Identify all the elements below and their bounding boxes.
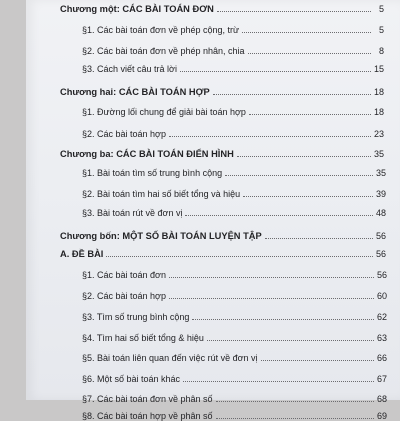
dot-leader	[180, 71, 371, 72]
toc-entry-title: §1. Các bài toán đơn về phép cộng, trừ	[82, 25, 240, 35]
chapter-title: CÁC BÀI TOÁN HỢP	[118, 87, 210, 97]
toc-section	[26, 38, 400, 56]
toc-section	[26, 160, 400, 178]
toc-section	[26, 181, 400, 199]
toc-entry-title: §2. Các bài toán hợp	[82, 129, 166, 139]
dot-leader	[249, 114, 371, 115]
toc-section	[26, 386, 400, 404]
toc-entry-title	[60, 87, 210, 97]
toc-section	[26, 262, 400, 280]
page-number: 23	[373, 129, 384, 139]
page-number: 63	[376, 333, 387, 343]
dot-leader	[216, 401, 374, 402]
dot-leader	[242, 32, 371, 33]
book-page	[26, 0, 400, 421]
chapter-label: Chương ba:	[60, 149, 114, 159]
toc-entry-title: §2. Các bài toán đơn về phép nhân, chia	[82, 46, 245, 56]
dot-leader	[248, 53, 371, 54]
dot-leader	[261, 360, 374, 361]
toc-chapter-1	[26, 0, 400, 14]
page-number: 39	[375, 189, 386, 199]
page-number: 8	[378, 46, 384, 56]
dot-leader	[243, 196, 373, 197]
chapter-title: MỘT SỐ BÀI TOÁN LUYỆN TẬP	[122, 231, 262, 241]
page-number: 5	[378, 4, 384, 14]
toc-entry-title: §2. Các bài toán hợp	[82, 291, 166, 301]
toc-entry-title: §1. Các bài toán đơn	[82, 270, 166, 280]
toc-entry-title: §2. Bài toán tìm hai số biết tổng và hiệu	[82, 189, 241, 199]
toc-section	[26, 403, 400, 421]
dot-leader	[265, 238, 373, 239]
dot-leader	[213, 94, 371, 95]
toc-entry-title: §7. Các bài toán đơn về phân số	[82, 394, 213, 404]
toc-section	[26, 345, 400, 363]
toc-section	[26, 366, 400, 384]
part-label: A. ĐỀ BÀI	[60, 249, 104, 259]
toc-entry-title: §3. Bài toán rút về đơn vị	[82, 208, 183, 218]
toc-entry-title	[60, 149, 234, 159]
dot-leader	[237, 156, 371, 157]
dot-leader	[225, 175, 373, 176]
chapter-label: Chương hai:	[60, 87, 117, 97]
page-number: 18	[373, 87, 384, 97]
page-number: 66	[376, 353, 387, 363]
toc-entry-title	[60, 231, 262, 241]
dot-leader	[207, 340, 374, 341]
page-number: 35	[373, 149, 384, 159]
dot-leader	[106, 256, 373, 257]
toc-entry-title	[60, 249, 103, 259]
page-number: 62	[376, 312, 387, 322]
toc-entry-title: §8. Các bài toán hợp về phân số	[82, 411, 213, 421]
dot-leader	[169, 136, 371, 137]
chapter-title: CÁC BÀI TOÁN ĐƠN	[122, 4, 214, 14]
chapter-title: CÁC BÀI TOÁN ĐIỂN HÌNH	[116, 149, 234, 159]
toc-entry-title: §4. Tìm hai số biết tổng & hiệu	[82, 333, 204, 343]
page-number: 69	[376, 411, 387, 421]
page-number: 35	[375, 168, 386, 178]
page-number: 60	[376, 291, 387, 301]
toc-section	[26, 99, 400, 117]
toc-part-a	[26, 241, 400, 259]
dot-leader	[169, 277, 374, 278]
toc-chapter-4	[26, 223, 400, 241]
page-number: 15	[373, 64, 384, 74]
toc-entry-title: §3. Tìm số trung bình cộng	[82, 312, 190, 322]
toc-section	[26, 121, 400, 139]
dot-leader	[217, 11, 371, 12]
toc-entry-title: §6. Một số bài toán khác	[82, 374, 181, 384]
page-number: 68	[376, 394, 387, 404]
toc-section	[26, 17, 400, 35]
toc-entry-title: §1. Bài toán tìm số trung bình cộng	[82, 168, 223, 178]
chapter-label: Chương một:	[60, 4, 120, 14]
dot-leader	[183, 381, 374, 382]
dot-leader	[216, 418, 374, 419]
dot-leader	[192, 319, 374, 320]
page-number: 56	[376, 270, 387, 280]
page-number: 56	[375, 231, 386, 241]
page-number: 5	[378, 25, 384, 35]
toc-chapter-2	[26, 79, 400, 97]
table-of-contents	[26, 0, 400, 421]
toc-entry-title: §5. Bài toán liên quan đến việc rút về đơn vị	[82, 353, 258, 363]
toc-chapter-3	[26, 141, 400, 159]
toc-section	[26, 283, 400, 301]
page-number: 18	[373, 107, 384, 117]
page-number: 56	[375, 249, 386, 259]
chapter-label: Chương bốn:	[60, 231, 120, 241]
dot-leader	[185, 215, 373, 216]
toc-entry-title: §3. Cách viết câu trả lời	[82, 64, 177, 74]
toc-section	[26, 325, 400, 343]
page-number: 67	[376, 374, 387, 384]
page-number: 48	[375, 208, 386, 218]
toc-entry-title: §1. Đường lối chung để giải bài toán hợp	[82, 107, 246, 117]
toc-section	[26, 304, 400, 322]
dot-leader	[169, 298, 374, 299]
toc-section	[26, 56, 400, 74]
toc-section	[26, 200, 400, 218]
toc-entry-title	[60, 4, 214, 14]
